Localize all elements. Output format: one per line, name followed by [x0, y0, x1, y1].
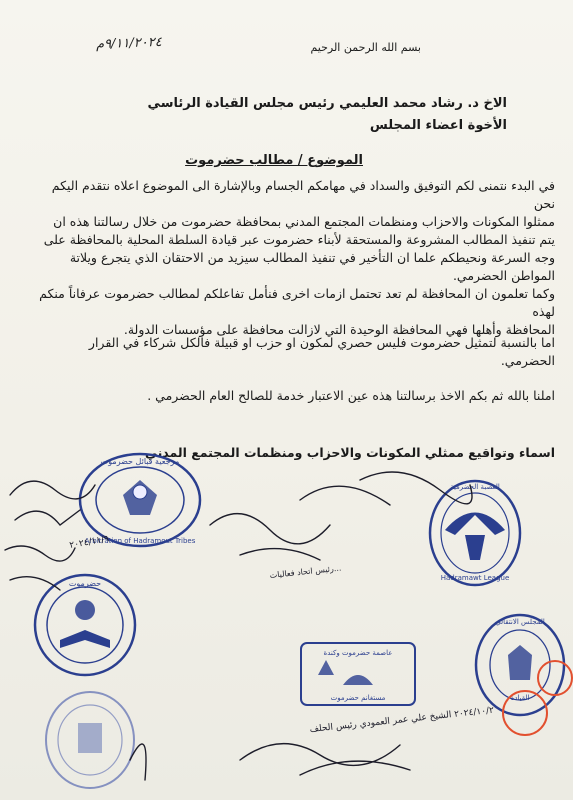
signature-bottom-2 — [300, 761, 410, 775]
league-seal-english: Hadramawt League — [440, 574, 510, 582]
signature-bottom-left — [130, 744, 146, 780]
paragraph-1-line: في البدء نتمنى لكم التوفيق والسداد في مهامكم الجسام وبالإشارة الى الموضوع اعلاه نتقدم اليكم نحن — [51, 178, 555, 211]
paragraph-1-line: ممثلوا المكونات والاحزاب ومنظمات المجتمع المدني بمحافظة حضرموت من خلال رسالتنا هذه ان — [53, 214, 555, 229]
capital-seal-subtext: مستغانم حضرموت — [330, 694, 386, 702]
subject-line: الموضوع / مطالب حضرموت — [185, 153, 363, 168]
signature-center-1 — [210, 514, 330, 544]
council-seal-subtext: القيادة — [510, 694, 530, 702]
signature-center-top — [300, 486, 390, 505]
paragraph-1 — [35, 177, 555, 285]
handwritten-union-head: رئيس اتحاد فعاليات... — [269, 563, 342, 580]
handwritten-date-left: ٢٠٢٤/١١/٩ — [68, 534, 110, 551]
paragraph-2-line: المحافظة وأهلها فهي المحافظة الوحيدة التي لازالت محافظة على مؤسسات الدولة. — [123, 322, 555, 337]
signature-right-top — [360, 472, 472, 504]
paragraph-3-line: اما بالنسبة لتمثيل حضرموت فليس حصري لمكون او حزب او قبيلة فالكل شركاء في القرار — [88, 335, 555, 350]
signatures — [0, 430, 573, 800]
addressee-line-1: الاخ د. رشاد محمد العليمي رئيس مجلس القيادة الرئاسي — [147, 96, 507, 111]
signature-left-3 — [5, 546, 75, 561]
league-seal-arabic: العصبة الحضرمية — [450, 483, 500, 491]
paragraph-3 — [35, 334, 555, 370]
paragraph-1-line: يتم تنفيذ المطالب المشروعة والمستحقة لأبناء حضرموت عبر قيادة السلطة المحلية بالمحافظة على — [43, 232, 555, 247]
handwritten-date: ٩/١١/٢٠٢٤م — [95, 34, 162, 53]
conference-seal-text: حضرموت — [68, 579, 102, 588]
paragraph-1-line: وجه السرعة ونحيطكم علما ان التأخير في تنفيذ المطالب سيزيد من الاحتقان الذي يتجرع ويلاتة — [69, 250, 555, 265]
tribes-seal-english: Arbitration of Hadramout Tribes — [84, 537, 196, 545]
red-circle-mark — [537, 660, 573, 696]
addressee-line-2: الأخوة اعضاء المجلس — [369, 118, 507, 133]
tribes-seal-arabic: مرجعية قبائل حضرموت — [100, 457, 180, 466]
red-circle-mark — [502, 690, 548, 736]
paragraph-2-line: وكما تعلمون ان المحافظة لم تعد تحتمل ازمات اخرى فنأمل تفاعلكم لمطالب حضرموت عرفاناً منكم لهذه — [39, 286, 555, 319]
capital-seal-text: عاصمة حضرموت وكندة — [323, 649, 393, 657]
paragraph-3-line: الحضرمي. — [500, 353, 555, 368]
signature-left-mid — [15, 510, 80, 525]
handwritten-bottom: ٢٠٢٤/١٠/٢ الشيخ علي عمر العمودي رئيس الحلف — [309, 705, 495, 735]
paragraph-4-line: املنا بالله ثم بكم الاخذ برسالتنا هذه عين الاعتبار خدمة للصالح العام الحضرمي . — [147, 388, 555, 403]
paragraph-4 — [35, 387, 555, 405]
signature-center-2 — [240, 549, 320, 560]
council-seal-text: المجلس الانتقالي — [495, 618, 545, 626]
paragraph-2 — [35, 285, 555, 339]
basmala: بسم الله الرحمن الرحيم — [310, 41, 421, 54]
signatories-heading: اسماء وتواقيع ممثلي المكونات والاحزاب ومنظمات المجتمع المدني — [144, 445, 555, 460]
paragraph-1-line: المواطن الحضرمي. — [452, 268, 555, 283]
signature-left-4 — [10, 577, 60, 590]
signature-left-top — [10, 481, 95, 499]
